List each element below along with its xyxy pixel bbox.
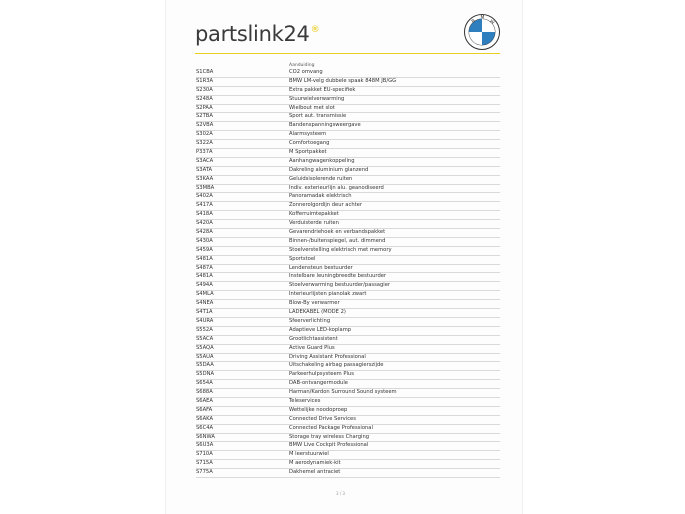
option-description: Zonnerolgordijn deur achter [289,202,362,209]
option-code: S3ACA [196,157,214,164]
table-row [196,318,500,327]
option-description: Grootlichtassistent [289,335,338,342]
option-code: S3KAA [196,175,214,182]
option-description: BMW Live Cockpit Professional [289,442,369,449]
option-description: BMW LM-velg dubbele spaak 848M JB/GG [289,77,397,84]
option-description: Wettelijke noodoproep [289,406,348,413]
option-description: Uitschakeling airbag passagierszijde [289,362,384,369]
equipment-list [196,69,500,478]
option-code: S3MBA [196,184,215,191]
option-description: Stoelverstelling elektrisch met memory [289,246,392,253]
option-code: S6AKA [196,415,214,422]
table-row [196,256,500,265]
option-description: Panoramadak elektrisch [289,193,352,200]
option-description: Gevarendriehoek en verbandspakket [289,229,386,236]
logo-text: partslink24 [195,22,310,46]
table-row [196,300,500,309]
option-code: S6NWA [196,433,215,440]
table-row [196,131,500,140]
table-row [196,229,500,238]
option-code: S775A [196,469,213,476]
option-description: Storage tray wireless Charging [289,433,370,440]
option-description: Bandenspanningsweergave [289,122,361,129]
option-code: S322A [196,140,213,147]
option-code: S6C4A [196,424,214,431]
option-code: S1CBA [196,69,214,75]
table-row [196,380,500,389]
table-row [196,113,500,122]
option-code: S428A [196,229,213,236]
table-row [196,327,500,336]
table-row [196,202,500,211]
option-code: S5AQA [196,344,214,351]
option-code: S230A [196,86,213,93]
option-description: Lendensteun bestuurder [289,264,353,271]
option-code: S2TBA [196,113,213,120]
option-code: S6AEA [196,397,213,404]
table-row [196,176,500,185]
table-row [196,185,500,194]
table-row [196,158,500,167]
option-description: Binnen-/buitenspiegel, aut. dimmend [289,237,386,244]
option-code: S5DNA [196,371,215,378]
table-row [196,451,500,460]
table-row [196,460,500,469]
svg-text:M: M [480,15,485,21]
table-row [196,96,500,105]
option-code: S6AFA [196,406,213,413]
option-description: Driving Assistant Professional [289,353,366,360]
option-code: S5DAA [196,362,214,369]
table-row [196,362,500,371]
option-code: S248A [196,95,213,102]
table-row [196,389,500,398]
table-row [196,273,500,282]
option-code: S710A [196,451,213,458]
option-code: S5AUA [196,353,214,360]
option-description: Wielbout met slot [289,104,335,111]
option-code: S302A [196,131,213,138]
option-code: S418A [196,211,213,218]
option-description: Dakhemel antraciet [289,469,341,476]
option-description: Stuurwielverwarming [289,95,345,102]
option-code: S6U3A [196,442,214,449]
option-code: S654A [196,380,213,387]
page-number: 3 / 3 [336,491,345,496]
option-code: S2PAA [196,104,213,111]
option-code: S459A [196,246,213,253]
table-row [196,336,500,345]
option-code: S487A [196,264,213,271]
option-description: Sportstoel [289,255,316,262]
option-description: Kofferruimtepakket [289,211,339,218]
table-row [196,416,500,425]
table-row [196,193,500,202]
option-code: S3ATA [196,166,213,173]
bmw-logo-icon [464,14,500,50]
table-row [196,211,500,220]
header-divider [195,53,500,54]
table-row [196,407,500,416]
option-description: Stoelverwarming bestuurder/passagier [289,282,391,289]
option-description: Teleservices [289,397,321,404]
option-code: S420A [196,220,213,227]
option-code: S552A [196,326,213,333]
table-row [196,105,500,114]
option-code: S494A [196,282,213,289]
table-row [196,469,500,478]
svg-text:B: B [471,18,477,25]
option-code: S481A [196,273,213,280]
option-code: S402A [196,193,213,200]
column-header-aanduiding: Aanduiding [289,63,315,68]
table-row [196,78,500,87]
table-row [196,265,500,274]
option-code: S1R3A [196,77,214,84]
option-description: Aanhangwagenkoppeling [289,157,355,164]
table-row [196,442,500,451]
option-description: Alarmsysteem [289,131,327,138]
table-row [196,149,500,158]
option-code: S430A [196,237,213,244]
option-description: Connected Package Professional [289,424,373,431]
table-row [196,434,500,443]
option-description: Interieurlijsten pianolak zwart [289,291,367,298]
option-code: S715A [196,460,213,467]
option-description: Comfortoegang [289,140,330,147]
svg-text:W: W [488,19,495,26]
table-row [196,345,500,354]
option-code: S688A [196,389,213,396]
option-description: Adaptieve LED-koplamp [289,326,352,333]
option-description: Dakreling aluminium glanzend [289,166,369,173]
option-code: S2VBA [196,122,214,129]
logo-registered-mark: ® [310,25,320,35]
option-code: S5ACA [196,335,214,342]
option-description: Verduisterde ruiten [289,220,339,227]
option-description: CO2 omvang [289,69,323,75]
table-row [196,122,500,131]
table-row [196,140,500,149]
option-description: Sfeerverlichting [289,317,331,324]
option-description: M Sportpakket [289,149,327,156]
table-row [196,282,500,291]
option-description: Active Guard Plus [289,344,335,351]
table-row [196,167,500,176]
table-row [196,371,500,380]
option-description: M leerstuurwiel [289,451,329,458]
table-row [196,398,500,407]
table-row [196,220,500,229]
table-row [196,238,500,247]
option-description: DAB-ontvangermodule [289,380,348,387]
option-description: LADEKABEL (MODE 2) [289,309,346,316]
option-code: S4MLA [196,291,214,298]
option-code: S481A [196,255,213,262]
partslink24-logo [195,22,319,46]
option-code: P337A [196,149,213,156]
option-description: Connected Drive Services [289,415,356,422]
option-description: Geluidsisolerende ruiten [289,175,353,182]
option-description: Sport aut. transmissie [289,113,347,120]
option-description: M aerodynamiek-kit [289,460,341,467]
option-code: S4T1A [196,309,213,316]
option-description: Blow-By verwarmer [289,300,340,307]
option-description: Parkeerhulpsysteem Plus [289,371,354,378]
option-description: Extra pakket EU-specifiek [289,86,356,93]
table-row [196,69,500,78]
table-row [196,354,500,363]
option-description: Indiv. exterieurlijn alu. geanodiseerd [289,184,384,191]
table-row [196,425,500,434]
option-code: S4NEA [196,300,214,307]
table-row [196,291,500,300]
option-description: Harman/Kardon Surround Sound systeem [289,389,397,396]
table-row [196,87,500,96]
option-code: S4URA [196,317,214,324]
option-code: S417A [196,202,213,209]
option-description: Instelbare leuningbreedte bestuurder [289,273,387,280]
table-row [196,309,500,318]
table-row [196,247,500,256]
